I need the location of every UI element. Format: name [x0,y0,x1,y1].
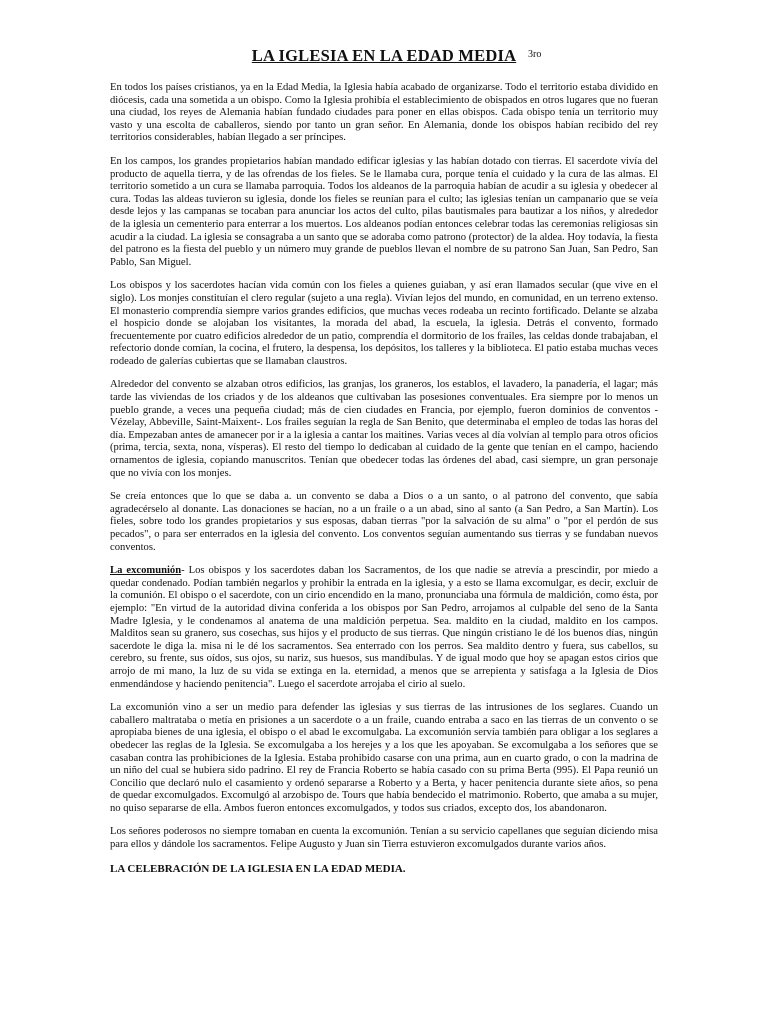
paragraph-excommunication [110,565,658,691]
paragraph-parishes: En los campos, los grandes propietarios habían mandado edificar iglesias y las habían dotado con tierras. El sacerdote vivía del producto de aquella tierra, y de las ofrendas de los fieles. Se le llamaba cura, porque tenía el cuidado y la cura de las almas. El territorio sometido a un cura se llamaba parroquia. Todos los aldeanos de la parroquia habían de acudir a su iglesia y obedecer al cura. Todas las aldeas tuvieron su iglesia, donde los fieles se reunían para el culto; las iglesias tenían un campanario que se veía desde lejos y las campanas se tocaban para anunciar los actos del culto, pilas bautismales para bautizar a los niños, y alrededor de la iglesia un cementerio para enterrar a los muertos. Los aldeanos podían entonces celebrar todas las ceremonias religiosas sin acudir a la ciudad. La iglesia se consagraba a un santo que se adoraba como patrono (protector) de la aldea. Hoy todavía, la fiesta del patrono es la fiesta del pueblo y un número muy grande de pueblos llevan el nombre de su patrono San Juan, San Pedro, San Pablo, San Miguel. [110,155,658,268]
section-heading-celebration: LA CELEBRACIÓN DE LA IGLESIA EN LA EDAD MEDIA. [110,862,406,875]
paragraph-convent-life: Alrededor del convento se alzaban otros edificios, las granjas, los graneros, los establos, el lavadero, la panadería, el lagar; más tarde las viviendas de los criados y de los aldeanos que cultivaban las posesiones conventuales. Era siempre por lo menos un pueblo grande, a veces una pequeña ciudad; más de cien ciudades en Francia, por ejemplo, fueron dominios de conventos -Vézelay, Abbeville, Saint-Maixent-. Los frailes seguían la regla de San Benito, que determinaba el empleo de todas las horas del día. Empezaban antes de amanecer por ir a la iglesia a cantar los maitines. Varias veces al día volvían al templo para otros oficios (prima, tercia, sexta, nona, vísperas). El resto del tiempo lo dedicaban al cuidado de la gente que tenían en el campo, haciendo ornamentos de iglesia, copiando manuscritos. Tenían que obedecer todas las órdenes del abad, casi siempre, un gran personaje que no vivía con los monjes. [110,379,658,479]
document-header [110,46,658,72]
paragraph-dioceses: En todos los países cristianos, ya en la Edad Media, la Iglesia había acabado de organizarse. Todo el territorio estaba dividido en diócesis, cada una sometida a un obispo. Como la Iglesia prohibía el establecimiento de obispados en otros lugares que no fueran una ciudad, los reyes de Alemania habían fundado ciudades para poner en ellas obispos. Cada obispo tenía un territorio muy vasto y una escolta de caballeros, siendo por tanto un gran señor. En Alemania, donde los obispos habían recibido del rey territorios considerables, habían llegado a ser príncipes. [110,82,658,144]
page-title: LA IGLESIA EN LA EDAD MEDIA [251,46,517,65]
paragraph-monasteries: Los obispos y los sacerdotes hacían vida común con los fieles a quienes guiaban, y así eran llamados secular (que vive en el siglo). Los monjes constituían el clero regular (sujeto a una regla). Vivían lejos del mundo, en comunidad, en un terreno extenso. El monasterio comprendía siempre varios grandes edificios, que muchas veces rodeaba un recinto fortificado. Delante se alzaba el hospicio donde se alojaban los visitantes, la morada del abad, la escuela, la iglesia. Detrás el convento, formado frecuentemente por cuatro edificios alrededor de un patio, comprendía el dormitorio de los frailes, las celdas donde trabajaban, el refectorio donde comían, la cocina, el frutero, la despensa, los depósitos, los talleres y la biblioteca. El patio estaba muchas veces rodeado de galerías cubiertas que se llamaban claustros. [110,280,658,367]
paragraph-donations: Se creía entonces que lo que se daba a. un convento se daba a Dios o a un santo, o al patrono del convento, que sabía agradecérselo al donante. Las donaciones se hacían, no a un fraile o a un abad, sino al santo (a San Pedro, a San Martín). Los fieles, sobre todo los grandes propietarios y sus esposas, daban tierras "por la salvación de su alma" o "por el perdón de sus pecados", o para ser enterrados en la iglesia del convento. Los conventos seguían aumentando sus tierras y se fundaban nuevos conventos. [110,491,658,553]
excommunication-heading: La excomunión [110,565,182,577]
excommunication-text: - Los obispos y los sacerdotes daban los Sacramentos, de los que nadie se atrevía a prescindir, por miedo a quedar condenado. Podían también negarlos y prohibir la entrada en la iglesia, y a esto se llama excomulgar, es decir, excluir de la comunión. El obispo o el sacerdote, con un cirio encendido en la mano, pronunciaba una fórmula de maldición, como ésta, por ejemplo: "En virtud de la autoridad divina conferida a los obispos por San Pedro, arrojamos al culpable del seno de la Santa Madre Iglesia, y le condenamos al anatema de una maldición perpetua. Sea. maldito en la ciudad, maldito en los campos. Malditos sean su granero, sus cosechas, sus hijos y el producto de sus tierras. Que ningún cristiano le dé los buenos días, ningún sacerdote le diga la. misa ni le dé los sacramentos. Sea enterrado con los perros. Sea maldito dentro y fuera, sus cabellos, su cerebro, su frente, sus oídos, sus ojos, su nariz, sus huesos, sus mandíbulas. Y de igual modo que hoy se apagan estos cirios que arrojo de mi mano, la luz de su vida se extinga en la. eternidad, a menos que se arrepienta y satisfaga a la Iglesia de Dios enmendándose y haciendo penitencia". Luego el sacerdote arrojaba el cirio al suelo. [110,565,659,690]
grade-label: 3ro [528,49,542,60]
paragraph-excommunication-uses: La excomunión vino a ser un medio para defender las iglesias y sus tierras de las intrusiones de los seglares. Cuando un caballero maltrataba o metía en prisiones a un sacerdote o a un fraile, cuando entraba a saco en las tierras de un convento o se apropiaba bienes de una iglesia, el obispo o el abad le excomulgaba. La excomunión servía también para obligar a los seglares a obedecer las reglas de la Iglesia. Se excomulgaba a los herejes y a los que les apoyaban. Se excomulgaba a los señores que se casaban contra las prohibiciones de la Iglesia. Estaba prohibido casarse con una prima, aun en cuarto grado, o con la madrina de un niño del cual se hubiera sido padrino. El rey de Francia Roberto se había casado con su prima Berta (995). El Papa reunió un Concilio que declaró nulo el casamiento y ordenó separarse a Roberto y a Berta, y hacer penitencia durante siete años, so pena de quedar excomulgados. Excomulgó al arzobispo de. Tours que había bendecido el matrimonio. Roberto, que amaba a su mujer, no quiso separarse de ella. Ambos fueron entonces excomulgados, y todos sus criados, excepto dos, los abandonaron. [110,702,658,814]
paragraph-powerful-lords: Los señores poderosos no siempre tomaban en cuenta la excomunión. Tenían a su servicio capellanes que seguían diciendo misa para ellos y dándole los sacramentos. Felipe Augusto y Juan sin Tierra estuvieron excomulgados durante varios años. [110,826,658,851]
